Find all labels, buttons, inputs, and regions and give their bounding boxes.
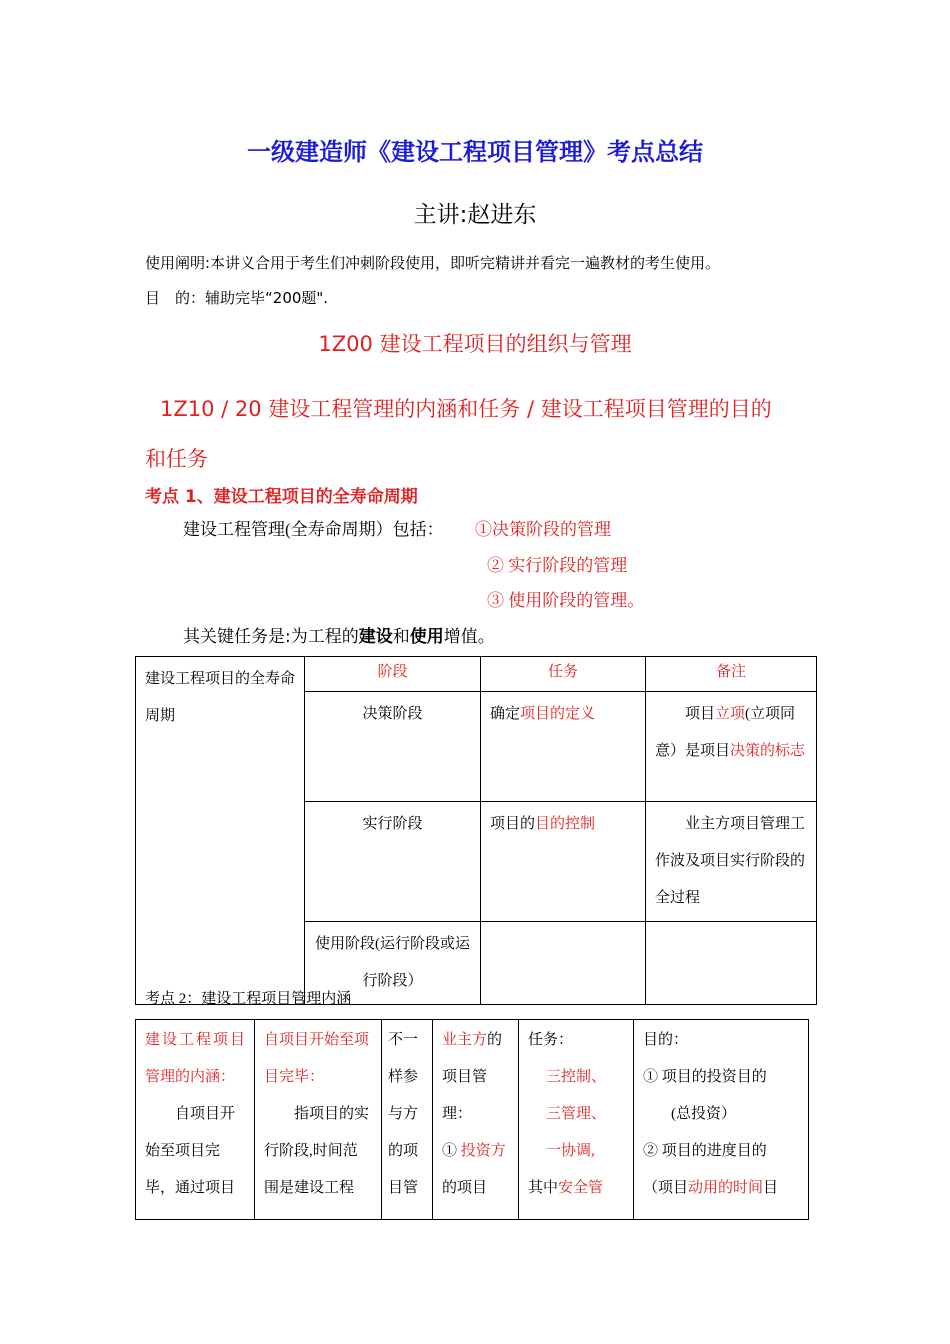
participants-cell: 不一样参与方的项目管 [382,1020,433,1220]
lecturer-line: 主讲:赵进东 [413,202,537,228]
section-heading-2-line2: 和任务 [145,447,208,471]
usage-note: 使用阐明:本讲义合用于考生们冲刺阶段使用，即听完精讲并看完一遍教材的考生使用。 [145,254,721,272]
document-title: 一级建造师《建设工程项目管理》考点总结 [247,138,703,166]
col-header-stage: 阶段 [305,657,481,692]
timespan-cell: 自项目开始至项目完毕： 指项目的实行阶段,时间范围是建设工程 [255,1020,382,1220]
col-header-note: 备注 [646,657,817,692]
stage-usage: 使用阶段(运行阶段或运行阶段） [305,922,481,1005]
lifecycle-item-usage: ③ 使用阶段的管理。 [487,591,645,610]
section-heading-2-line1: 1Z10 / 20 建设工程管理的内涵和任务 / 建设工程项目管理的目的 [160,397,772,421]
owner-cell: 业主方的项目管理： ① 投资方的项目 [433,1020,519,1220]
section-heading-1: 1Z00 建设工程项目的组织与管理 [318,332,632,356]
lifecycle-item-implementation: ② 实行阶段的管理 [487,556,628,575]
tasks-cell: 任务： 三控制、 三管理、 一协调, 其中安全管 [519,1020,634,1220]
key-task-mid: 和 [392,627,410,647]
note-decision: 项目立项(立项同意）是项目决策的标志 [646,692,817,802]
note-implementation: 业主方项目管理工作波及项目实行阶段的全过程 [646,802,817,922]
stage-implementation: 实行阶段 [305,802,481,922]
purpose-note: 目 的：辅助完毕“200题". [145,289,329,307]
lifecycle-row-header: 建设工程项目的全寿命周期 [136,657,305,1005]
stage-decision: 决策阶段 [305,692,481,802]
task-usage [481,922,646,1005]
management-connotation-table [135,1019,809,1220]
key-task-bold-2: 使用 [409,627,444,647]
key-task-prefix: 其关键任务是:为工程的 [183,627,359,647]
key-task-line [183,622,495,647]
note-usage [646,922,817,1005]
goals-cell: 目的： ① 项目的投资目的 (总投资） ② 项目的进度目的 （项目动用的时间目 [634,1020,809,1220]
key-task-suffix: 增值。 [443,627,495,647]
connotation-cell: 建设工程项目管理的内涵： 自项目开始至项目完毕，通过项目 [136,1020,255,1220]
lifecycle-item-decision: ①决策阶段的管理 [475,520,611,539]
lifecycle-label: 建设工程管理(全寿命周期）包括： [183,520,444,539]
key-point-2-title: 考点 2：建设工程项目管理内涵 [145,991,352,1007]
task-implementation: 项目的目的控制 [481,802,646,922]
task-decision: 确定项目的定义 [481,692,646,802]
key-point-1-title: 考点 1、建设工程项目的全寿命周期 [145,487,418,507]
col-header-task: 任务 [481,657,646,692]
key-task-bold-1: 建设 [358,627,393,647]
lifecycle-table [135,656,817,1005]
